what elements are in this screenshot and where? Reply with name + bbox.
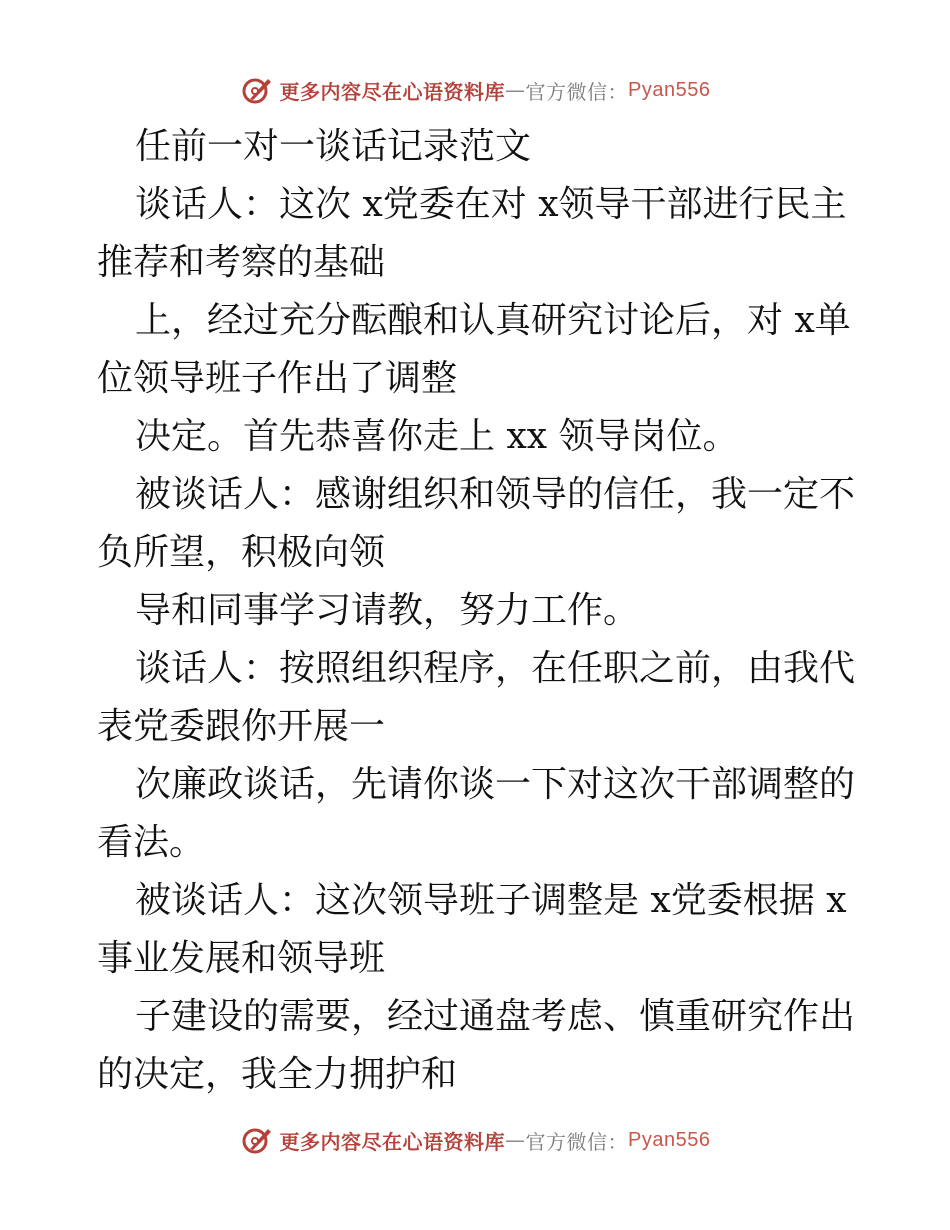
paragraph-line: 决定。首先恭喜你走上 xx 领导岗位。 [135, 416, 739, 457]
banner-brand-text: 更多内容尽在心语资料库 [279, 79, 506, 104]
banner-wechat-id: Pyan556 [628, 1128, 711, 1151]
document-body [97, 118, 857, 1104]
paragraph-line: 被谈话人：这次领导班子调整是 x党委根据 x事业发展和领导班 [97, 880, 847, 979]
paragraph-line: 导和同事学习请教，努力工作。 [135, 590, 640, 631]
banner-wechat-id: Pyan556 [628, 78, 711, 101]
quill-logo-icon [240, 73, 274, 107]
paragraph-line: 上，经过充分酝酿和认真研究讨论后，对 x单位领导班子作出了调整 [97, 300, 851, 399]
footer-watermark-banner [0, 1120, 950, 1160]
banner-dash: — [505, 1128, 526, 1152]
paragraph-line: 次廉政谈话，先请你谈一下对这次干部调整的看法。 [97, 764, 856, 863]
banner-dash: — [505, 78, 526, 102]
paragraph-line: 谈话人：按照组织程序，在任职之前，由我代表党委跟你开展一 [97, 648, 856, 747]
banner-official-label: 官方微信： [525, 79, 629, 104]
document-title: 任前一对一谈话记录范文 [135, 126, 532, 167]
paragraph-line: 被谈话人：感谢组织和领导的信任，我一定不负所望，积极向领 [97, 474, 856, 573]
banner-brand-text: 更多内容尽在心语资料库 [279, 1129, 506, 1154]
paragraph-line: 谈话人：这次 x党委在对 x领导干部进行民主推荐和考察的基础 [97, 184, 847, 283]
paragraph-line: 子建设的需要，经过通盘考虑、慎重研究作出的决定，我全力拥护和 [97, 996, 856, 1095]
header-watermark-banner [0, 70, 950, 110]
quill-logo-icon [240, 1123, 274, 1157]
banner-official-label: 官方微信： [525, 1129, 629, 1154]
